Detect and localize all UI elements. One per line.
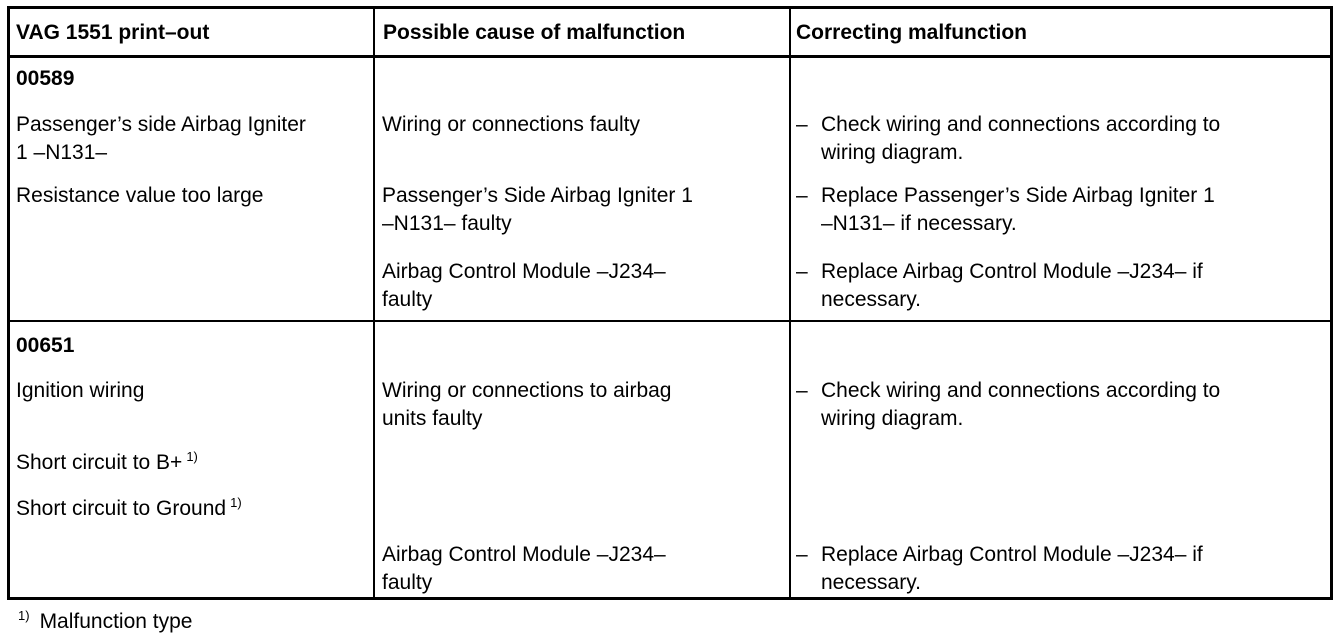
- header-correction: Correcting malfunction: [796, 21, 1028, 44]
- printout-text: Ignition wiring: [16, 379, 145, 402]
- cause-text: faulty: [382, 288, 433, 311]
- printout-text: 1 –N131–: [16, 141, 108, 164]
- cause-text: –N131– faulty: [382, 212, 512, 235]
- printout-text: Resistance value too large: [16, 184, 264, 207]
- correction-text: wiring diagram.: [821, 141, 964, 164]
- list-dash: –: [796, 543, 808, 566]
- list-dash: –: [796, 260, 808, 283]
- cause-text: Passenger’s Side Airbag Igniter 1: [382, 184, 693, 207]
- printout-text: Passenger’s side Airbag Igniter: [16, 113, 306, 136]
- correction-text: necessary.: [821, 571, 921, 594]
- list-dash: –: [796, 184, 808, 207]
- correction-text: Check wiring and connections according to: [821, 113, 1221, 136]
- footnote: [18, 608, 192, 636]
- cause-text: faulty: [382, 571, 433, 594]
- column-divider: [373, 9, 375, 597]
- header-printout: VAG 1551 print–out: [16, 21, 210, 44]
- fault-code: 00589: [16, 67, 75, 90]
- footnote-marker: 1): [18, 608, 30, 623]
- list-dash: –: [796, 379, 808, 402]
- correction-text: necessary.: [821, 288, 921, 311]
- footnote-marker: 1): [186, 449, 198, 464]
- footnote-marker: 1): [230, 495, 242, 510]
- cause-text: Wiring or connections faulty: [382, 113, 640, 136]
- printout-text: Short circuit to B+ $^{1)}$: [16, 449, 198, 474]
- cause-text: Wiring or connections to airbag: [382, 379, 672, 402]
- column-divider: [789, 9, 791, 597]
- fault-code: 00651: [16, 334, 75, 357]
- correction-text: –N131– if necessary.: [821, 212, 1017, 235]
- list-dash: –: [796, 113, 808, 136]
- correction-text: wiring diagram.: [821, 407, 964, 430]
- correction-text: Replace Airbag Control Module –J234– if: [821, 260, 1203, 283]
- cause-text: Airbag Control Module –J234–: [382, 543, 666, 566]
- cause-text: Airbag Control Module –J234–: [382, 260, 666, 283]
- footnote-text: Malfunction type: [39, 610, 193, 633]
- header-divider: [10, 55, 1330, 58]
- malfunction-table: [7, 6, 1333, 600]
- header-cause: Possible cause of malfunction: [383, 21, 686, 44]
- cause-text: units faulty: [382, 407, 483, 430]
- printout-text: Short circuit to Ground $^{1)}$: [16, 495, 242, 520]
- correction-text: Replace Passenger’s Side Airbag Igniter 1: [821, 184, 1215, 207]
- correction-text: Check wiring and connections according to: [821, 379, 1221, 402]
- section-divider: [10, 320, 1330, 322]
- correction-text: Replace Airbag Control Module –J234– if: [821, 543, 1203, 566]
